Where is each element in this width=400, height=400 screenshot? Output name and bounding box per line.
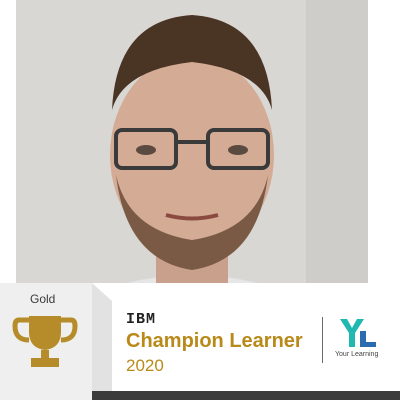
badge-bottom-strip bbox=[92, 391, 400, 400]
badge-level-label: Gold bbox=[30, 292, 56, 306]
badge-year: 2020 bbox=[126, 356, 164, 375]
badge-fold bbox=[92, 283, 112, 400]
ibm-logo: IBM bbox=[126, 311, 157, 328]
your-learning-logo bbox=[338, 317, 378, 349]
badge-title: Champion Learner bbox=[126, 330, 303, 352]
achievement-badge bbox=[0, 283, 400, 400]
trophy-icon bbox=[11, 312, 79, 370]
your-learning-caption: Your Learning bbox=[335, 351, 379, 358]
logo-divider bbox=[322, 317, 323, 363]
gold-panel bbox=[0, 283, 92, 400]
